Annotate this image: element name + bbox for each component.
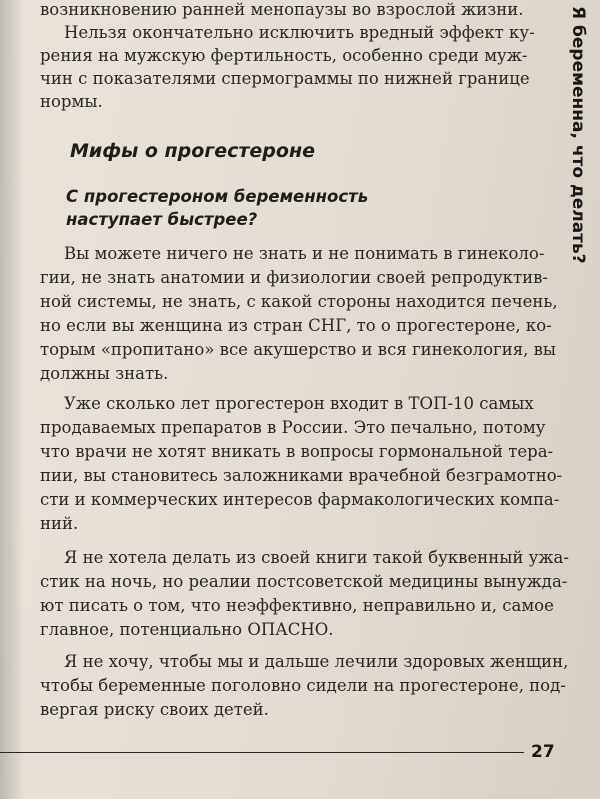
body-line: Уже сколько лет прогестерон входит в ТОП-10 самых	[64, 394, 534, 413]
body-line: сти и коммерческих интересов фармакологических компа-	[40, 490, 560, 509]
footer-rule	[0, 752, 524, 753]
body-line: чин с показателями спермограммы по нижней границе	[40, 69, 530, 88]
subsection-title-line: наступает быстрее?	[66, 210, 258, 229]
page-number: 27	[531, 742, 555, 762]
body-line: стик на ночь, но реалии постсоветской медицины вынужда-	[40, 572, 568, 591]
body-line: что врачи не хотят вникать в вопросы гормональной тера-	[40, 442, 554, 461]
body-line: но если вы женщина из стран СНГ, то о прогестероне, ко-	[40, 316, 552, 335]
body-line: должны знать.	[40, 364, 169, 383]
body-line: Я не хочу, чтобы мы и дальше лечили здоровых женщин,	[64, 652, 569, 671]
body-line: Вы можете ничего не знать и не понимать в гинеколо-	[64, 244, 545, 263]
body-line: ний.	[40, 514, 79, 533]
body-line: возникновению ранней менопаузы во взрослой жизни.	[40, 0, 524, 19]
section-title: Мифы о прогестероне	[70, 140, 315, 162]
body-line: рения на мужскую фертильность, особенно среди муж-	[40, 46, 528, 65]
running-head: Я беременна, что делать?	[568, 6, 588, 264]
body-line: чтобы беременные поголовно сидели на прогестероне, под-	[40, 676, 566, 695]
body-line: нормы.	[40, 92, 103, 111]
body-line: гии, не знать анатомии и физиологии своей репродуктив-	[40, 268, 548, 287]
body-line: продаваемых препаратов в России. Это печально, потому	[40, 418, 546, 437]
body-line: пии, вы становитесь заложниками врачебной безграмотно-	[40, 466, 563, 485]
page-gutter-shadow	[0, 0, 24, 799]
subsection-title-line: С прогестероном беременность	[66, 187, 369, 206]
body-line: Нельзя окончательно исключить вредный эффект ку-	[64, 23, 535, 42]
body-line: главное, потенциально ОПАСНО.	[40, 620, 334, 639]
body-line: торым «пропитано» все акушерство и вся гинекология, вы	[40, 340, 557, 359]
body-line: вергая риску своих детей.	[40, 700, 269, 719]
body-line: ной системы, не знать, с какой стороны находится печень,	[40, 292, 558, 311]
body-line: Я не хотела делать из своей книги такой буквенный ужа-	[64, 548, 569, 567]
body-line: ют писать о том, что неэффективно, неправильно и, самое	[40, 596, 554, 615]
